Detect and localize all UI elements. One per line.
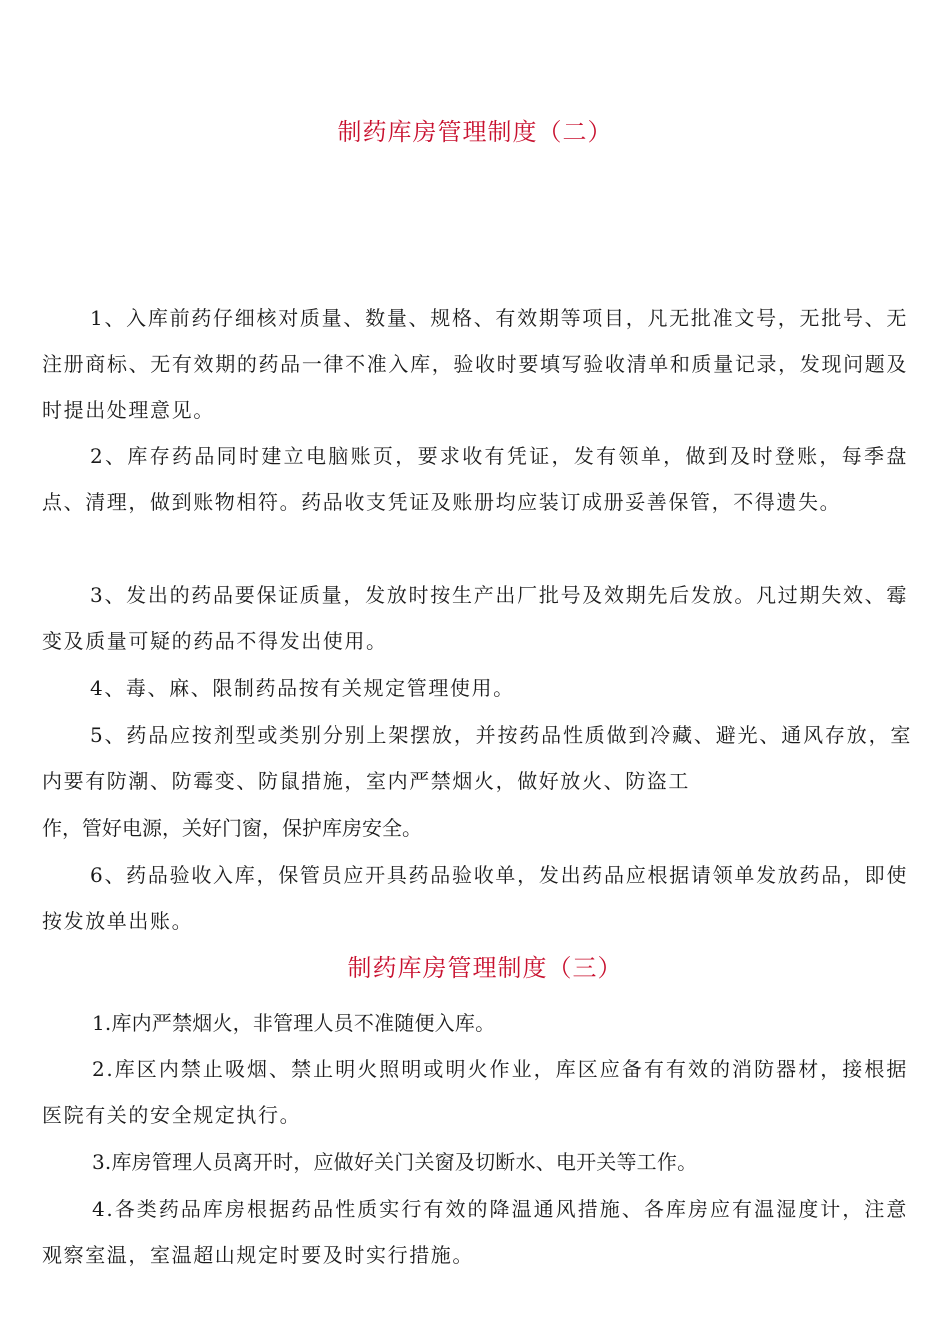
regulation-item-2-6: 6、药品验收入库，保管员应开具药品验收单，发出药品应根据请领单发放药品，即使按发放单出账。 — [42, 863, 908, 933]
regulation-item-2-3: 3、发出的药品要保证质量，发放时按生产出厂批号及效期先后发放。凡过期失效、霉变及质量可疑的药品不得发出使用。 — [42, 583, 908, 653]
regulation-item-3-4: 4.各类药品库房根据药品性质实行有效的降温通风措施、各库房应有温湿度计，注意观察室温，室温超山规定时要及时实行措施。 — [42, 1197, 908, 1267]
section-title-3: 制药库房管理制度（三） — [347, 954, 623, 982]
regulation-item-3-3: 3.库房管理人员离开时，应做好关门关窗及切断水、电开关等工作。 — [92, 1150, 698, 1174]
section-title-2: 制药库房管理制度（二） — [337, 118, 613, 146]
regulation-item-2-5-continued: 作，管好电源，关好门窗，保护库房安全。 — [42, 816, 422, 840]
regulation-item-2-5: 5、药品应按剂型或类别分别上架摆放，并按药品性质做到冷藏、避光、通风存放，室内要有防潮、防霉变、防鼠措施，室内严禁烟火，做好放火、防盗工 — [42, 723, 912, 793]
regulation-item-2-1: 1、入库前药仔细核对质量、数量、规格、有效期等项目，凡无批准文号，无批号、无注册商标、无有效期的药品一律不准入库，验收时要填写验收清单和质量记录，发现问题及时提出处理意见。 — [42, 306, 908, 422]
regulation-item-3-2: 2.库区内禁止吸烟、禁止明火照明或明火作业，库区应备有有效的消防器材，接根据医院有关的安全规定执行。 — [42, 1057, 908, 1127]
regulation-item-3-1: 1.库内严禁烟火，非管理人员不准随便入库。 — [92, 1011, 496, 1035]
regulation-item-2-4: 4、毒、麻、限制药品按有关规定管理使用。 — [90, 676, 515, 700]
regulation-item-2-2: 2、库存药品同时建立电脑账页，要求收有凭证，发有领单，做到及时登账，每季盘点、清理，做到账物相符。药品收支凭证及账册均应装订成册妥善保管，不得遗失。 — [42, 444, 908, 514]
